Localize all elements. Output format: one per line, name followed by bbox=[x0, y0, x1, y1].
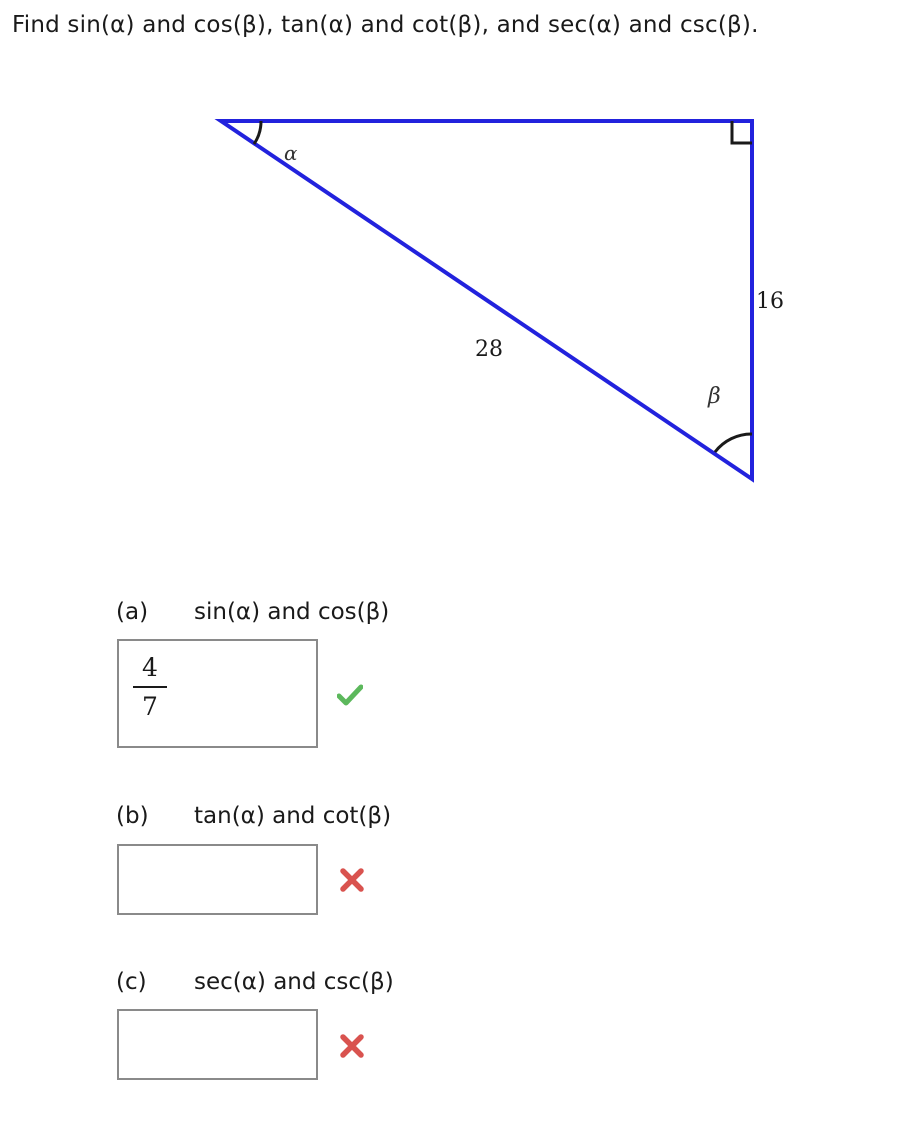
part-c-prompt bbox=[116, 969, 394, 995]
x-mark-icon bbox=[339, 867, 365, 893]
right-triangle-figure bbox=[0, 0, 904, 560]
part-c-letter: (c) bbox=[116, 969, 147, 995]
part-a-fraction bbox=[133, 655, 167, 719]
beta-label: β bbox=[708, 384, 721, 409]
x-mark-icon bbox=[339, 1033, 365, 1059]
part-a-letter: (a) bbox=[116, 599, 149, 625]
right-angle-marker bbox=[732, 121, 752, 143]
part-a-numerator: 4 bbox=[142, 653, 158, 682]
beta-angle-arc bbox=[715, 434, 752, 452]
part-c-text: sec(α) and csc(β) bbox=[194, 969, 394, 995]
part-c-answer-field[interactable] bbox=[117, 1009, 318, 1080]
part-b-prompt bbox=[116, 803, 391, 829]
question-text: Find sin(α) and cos(β), tan(α) and cot(β), and sec(α) and csc(β). bbox=[12, 12, 759, 38]
part-b-letter: (b) bbox=[116, 803, 149, 829]
triangle-shape bbox=[221, 121, 752, 479]
hypotenuse-label: 28 bbox=[475, 337, 503, 362]
checkmark-icon bbox=[337, 682, 363, 708]
part-a-denominator: 7 bbox=[142, 692, 158, 721]
part-a-prompt bbox=[116, 599, 389, 625]
leg-label: 16 bbox=[756, 289, 784, 314]
part-a-answer-field[interactable] bbox=[117, 639, 318, 748]
alpha-angle-arc bbox=[254, 121, 261, 144]
part-a-text: sin(α) and cos(β) bbox=[194, 599, 390, 625]
part-b-text: tan(α) and cot(β) bbox=[194, 803, 392, 829]
alpha-label: α bbox=[284, 141, 298, 165]
part-b-answer-field[interactable] bbox=[117, 844, 318, 915]
